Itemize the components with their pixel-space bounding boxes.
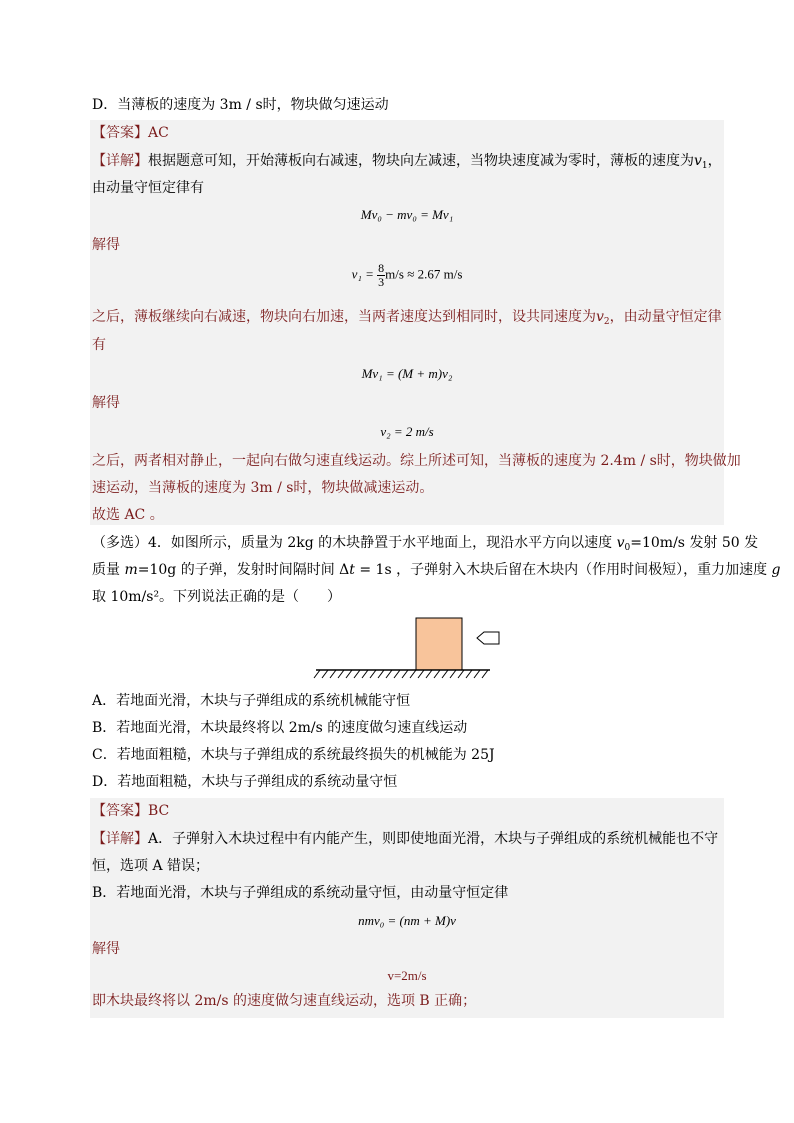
q4-stem-2a: 质量 [92,562,125,578]
q4-stem-1-v: v [616,535,625,551]
q4-option-d: D．若地面粗糙，木块与子弹组成的系统动量守恒 [92,774,398,790]
q4-stem-1-v-sub: 0 [624,543,631,553]
q3-equation-4: v₂ = 2 m/s [380,424,434,439]
bullet-icon [477,632,499,644]
q4-option-c: C．若地面粗糙，木块与子弹组成的系统最终损失的机械能为 25J [92,747,495,763]
q3-equation-2 [90,262,724,289]
q4-option-b: B．若地面光滑，木块最终将以 2m/s 的速度做匀速直线运动 [92,720,468,736]
block-bullet-figure [310,612,500,684]
q3-text-4a: 之后，两者相对静止，一起向右做匀速直线运动。综上所述可知，当薄板的速度为 2.4m / s时，物块做加 [92,453,741,469]
q3-text-3a-sub: 2 [603,317,610,327]
q3-detail-1-text: 根据题意可知，开始薄板向右减速，物块向左减速，当物块速度减为零时，薄板的速度为 [148,153,694,169]
ground-hatching [314,670,488,678]
q4-detail-b1: B．若地面光滑，木块与子弹组成的系统动量守恒，由动量守恒定律 [92,885,509,901]
q3-detail-1-var: v [694,153,702,169]
q4-stem-1 [92,533,758,558]
q4-stem-1b: =10m/s 发射 50 发 [630,535,759,551]
q4-detail-b2: 即木块最终将以 2m/s 的速度做匀速直线运动，选项 B 正确； [92,993,477,1009]
q3-text-3b: 有 [92,337,106,353]
q4-stem-2c: = 1s ，子弹射入木块后留在木块内（作用时间极短），重力加速度 [354,562,772,578]
q3-eq2-fraction [377,262,385,289]
q4-solve: 解得 [92,941,120,957]
q3-equation-1: Mv₀ − mv₀ = Mv₁ [360,207,454,222]
q4-stem-2-g: g [771,562,781,578]
q4-detail-a2: 恒，选项 A 错误； [92,858,210,874]
q3-solve-2: 解得 [92,395,120,411]
q4-equation-2: v=2m/s [387,968,427,983]
q4-stem-2-m: m [124,562,138,578]
q3-text-3a [92,307,722,332]
q3-detail-2: 由动量守恒定律有 [92,180,204,196]
q4-detail-a1 [92,829,718,849]
q3-choose: 故选 AC 。 [92,507,164,523]
q3-solve-1: 解得 [92,237,120,253]
q3-eq2-den: 3 [378,275,385,289]
q4-stem-1a: （多选）4．如图所示，质量为 2kg 的木块静置于水平地面上，现沿水平方向以速度 [92,535,617,551]
q3-text-3a-end: ，由动量守恒定律 [609,309,722,325]
q3-detail-1 [92,151,722,176]
q4-equation-1: nmv₀ = (nm + M)v [358,913,456,928]
q3-text-3a-body: 之后，薄板继续向右减速，物块向右加速，当两者速度达到相同时，设共同速度为 [92,309,596,325]
q3-eq2-rhs: m/s ≈ 2.67 m/s [385,266,463,282]
q4-stem-2 [92,560,781,580]
q4-stem-3: 取 10m/s²。下列说法正确的是（ ） [92,589,342,605]
q3-equation-3: Mv₁ = (M + m)v₂ [361,366,453,381]
q3-text-4b: 速运动，当薄板的速度为 3m / s时，物块做减速运动。 [92,480,434,496]
q4-detail-label: 【详解】 [92,831,148,847]
q4-detail-a1-text: A．子弹射入木块过程中有内能产生，则即使地面光滑，木块与子弹组成的系统机械能也不守 [148,831,719,847]
q3-text-3a-var: v [596,309,604,325]
wooden-block [416,618,462,670]
q3-detail-1-end: ， [707,153,722,169]
q4-stem-2-t: t [349,562,355,578]
q3-option-d: D．当薄板的速度为 3m / s时，物块做匀速运动 [92,97,389,113]
q3-detail-1-sub: 1 [701,161,708,171]
q4-stem-2b: =10g 的子弹，发射时间隔时间 Δ [137,562,350,578]
q3-eq2-num: 8 [378,261,385,275]
q3-answer: 【答案】AC [92,125,169,141]
q4-answer: 【答案】BC [92,803,170,819]
q4-option-a: A．若地面光滑，木块与子弹组成的系统机械能守恒 [92,693,411,709]
q3-eq2-lhs: v₁ = [351,266,374,282]
q3-detail-label: 【详解】 [92,153,148,169]
